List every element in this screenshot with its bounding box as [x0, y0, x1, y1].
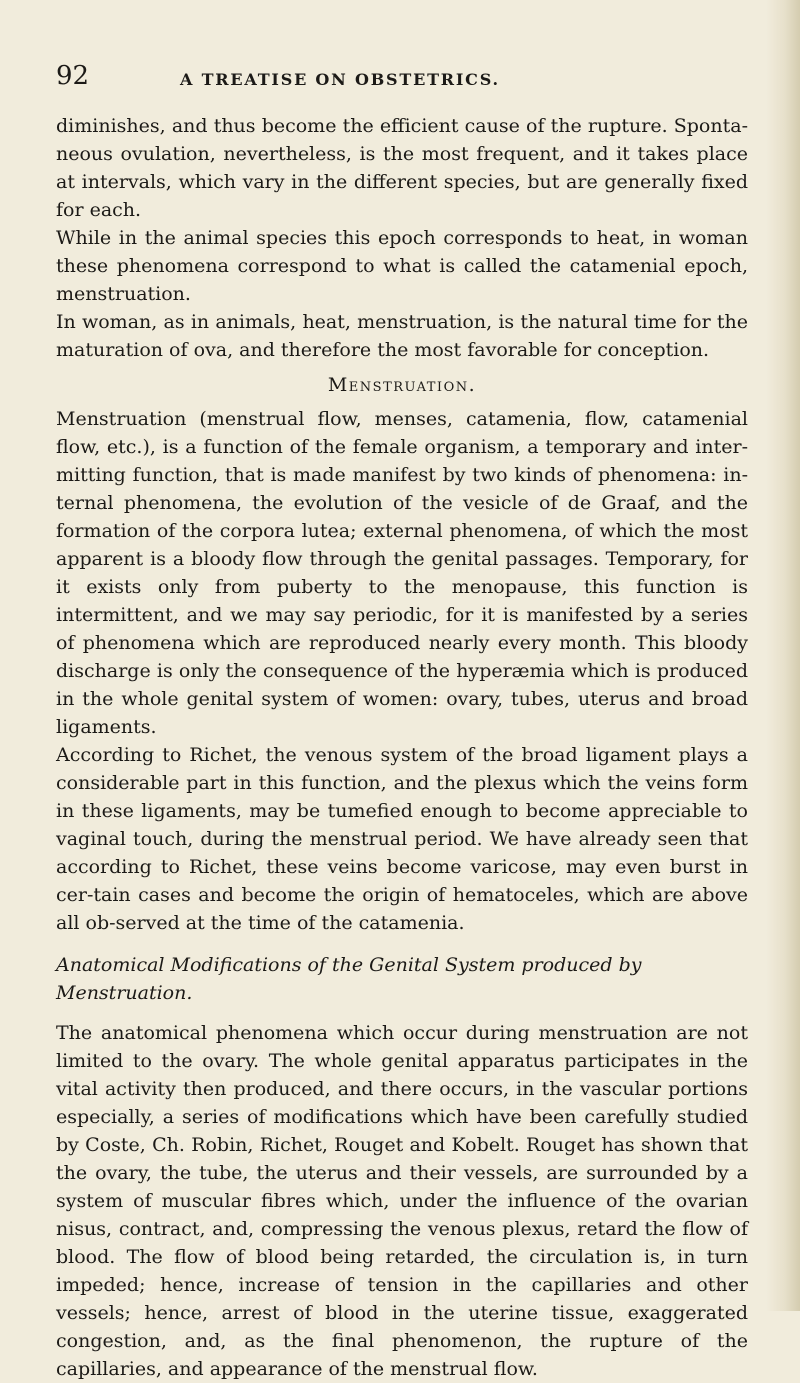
running-head: A TREATISE ON OBSTETRICS. — [180, 70, 500, 89]
paragraph-continuation: diminishes, and thus become the efficient cause of the rupture. Sponta-neous ovulation, nevertheless, is the most frequent, and it takes place at intervals, which vary in the different species, but are generally fixed for each. — [56, 115, 748, 221]
page-number: 92 — [56, 61, 90, 91]
paragraph-heat-epoch: While in the animal species this epoch corresponds to heat, in woman these phenomena correspond to what is called the catamenial epoch, menstruation. — [56, 227, 748, 305]
section-heading-menstruation: Menstruation. — [327, 374, 477, 396]
paragraph-anatomical-phenomena: The anatomical phenomena which occur during menstruation are not limited to the ovary. The whole genital apparatus participates in the vital activity then produced, and there occurs, in the vascular portions especially, a series of modifications which have been carefully studied by Coste, Ch. Robin, Richet, Rouget and Kobelt. Rouget has shown that the ovary, the tube, the uterus and their vessels, are surrounded by a system of muscular fibres which, under the influence of the ovarian nisus, contract, and, compressing the venous plexus, retard the flow of blood. The flow of blood being retarded, the circulation is, in turn impeded; hence, increase of tension in the capillaries and other vessels; hence, arrest of blood in the uterine tissue, exaggerated congestion, and, as the final phenomenon, the rupture of the capillaries, and appearance of the menstrual flow. — [56, 1022, 748, 1380]
body-text — [56, 112, 748, 1383]
paragraph-maturation: In woman, as in animals, heat, menstruation, is the natural time for the maturation of ova, and therefore the most favorable for conception. — [56, 311, 748, 361]
subheading-anatomical-modifications: Anatomical Modifications of the Genital System produced by Menstruation. — [56, 954, 642, 1004]
paragraph-menstruation-definition: Menstruation (menstrual flow, menses, catamenia, flow, catamenial flow, etc.), is a function of the female organism, a temporary and inter-mitting function, that is made manifest by two kinds of phenomena: in-ternal phenomena, the evolution of the vesicle of de Graaf, and the formation of the corpora lutea; external phenomena, of which the most apparent is a bloody flow through the genital passages. Temporary, for it exists only from puberty to the menopause, this function is intermittent, and we may say periodic, for it is manifested by a series of phenomena which are reproduced nearly every month. This bloody discharge is only the consequence of the hyperæmia which is produced in the whole genital system of women: ovary, tubes, uterus and broad ligaments. — [56, 408, 748, 738]
page-edge-shading — [766, 0, 800, 1311]
paragraph-richet-venous-system: According to Richet, the venous system of the broad ligament plays a considerable part in this function, and the plexus which the veins form in these ligaments, may be tumefied enough to become appreciable to vaginal touch, during the menstrual period. We have already seen that according to Richet, these veins become varicose, may even burst in cer-tain cases and become the origin of hematoceles, which are above all ob-served at the time of the catamenia. — [56, 744, 748, 934]
